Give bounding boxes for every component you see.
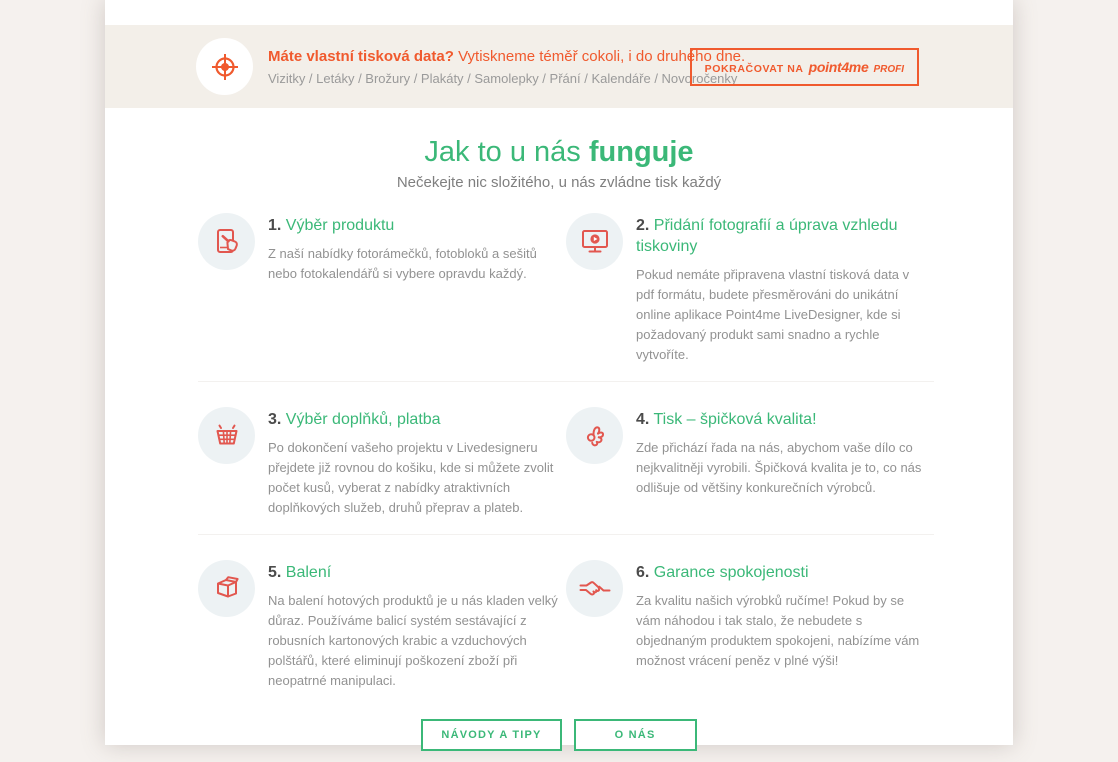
continue-point4me-profi-button[interactable] [690,48,919,86]
steps-row-1 [198,213,934,381]
step-3-name: Výběr doplňků, platba [285,411,441,428]
basket-icon [198,407,255,464]
handshake-icon-svg [578,573,612,605]
page-title [105,136,1013,168]
tablet-click-icon-svg [211,226,243,258]
banner-title [268,47,746,65]
step-5-number: 5. [268,564,282,581]
guides-tips-button[interactable]: NÁVODY A TIPY [421,719,561,751]
step-6-text [636,560,926,691]
point4me-logo-text: point4me [808,58,869,75]
step-1-name: Výběr produktu [285,217,395,234]
step-3-title [268,409,558,430]
step-6 [566,560,934,691]
box-icon [198,560,255,617]
step-5 [198,560,566,691]
step-3-body: Po dokončení vašeho projektu v Livedesigneru přejdete již rovnou do košiku, kde si můžete zvolit počet kusů, vyberat z nabídky atraktivních doplňkových služeb, druhů přeprav a plateb. [268,440,554,515]
step-1-title [268,215,558,236]
step-3 [198,407,566,518]
step-1-number: 1. [268,217,282,234]
basket-icon-svg [211,420,243,452]
button-prefix-label: POKRAČOVAT NA [704,62,804,75]
ok-hand-icon [566,407,623,464]
target-icon-circle [196,38,253,95]
banner-text [268,47,746,86]
step-2-title [636,215,926,257]
page-title-regular: Jak to u nás [424,136,589,168]
step-6-number: 6. [636,564,650,581]
step-5-name: Balení [285,564,332,581]
profi-label: PROFI [873,63,904,75]
step-4-name: Tisk – špičková kvalita! [653,411,817,428]
step-4-text [636,407,926,518]
step-5-text [268,560,558,691]
step-2 [566,213,934,365]
promo-banner [105,25,1013,108]
handshake-icon [566,560,623,617]
step-6-name: Garance spokojenosti [653,564,809,581]
step-2-number: 2. [636,217,650,234]
box-icon-svg [211,573,243,605]
step-5-title [268,562,558,583]
tablet-click-icon [198,213,255,270]
cta-row [105,719,1013,751]
banner-title-rest: Vytiskneme téměř cokoli, i do druhého dne. [458,47,746,65]
step-2-text [636,213,926,365]
page-container [105,0,1013,745]
step-3-number: 3. [268,411,282,428]
steps-row-3 [198,534,934,707]
step-4-body: Zde přichází řada na nás, abychom vaše dílo co nejkvalitněji vyrobili. Špičková kvalita je to, co nás odlišuje od většiny konkurečních výrobců. [636,440,922,495]
step-1 [198,213,566,365]
step-6-title [636,562,926,583]
step-2-body: Pokud nemáte připravena vlastní tisková data v pdf formátu, budete přesměrováni do unikátní online aplikace Point4me LiveDesigner, kde si požadovaný produkt sami snadno a rychle vytvoříte. [636,267,910,362]
banner-title-bold: Máte vlastní tisková data? [268,47,454,65]
page-subtitle: Nečekejte nic složitého, u nás zvládne tisk každý [396,174,722,191]
target-icon [209,51,241,83]
step-5-body: Na balení hotových produktů je u nás kladen velký důraz. Používáme balicí systém sestávající z robusních kartonových krabic a vzduchových polštářů, které eliminují poškození zboží při neopatrné manipulaci. [268,593,558,688]
monitor-play-icon [566,213,623,270]
step-1-text [268,213,558,365]
step-2-name: Přidání fotografií a úprava vzhledu tiskoviny [636,217,898,255]
step-3-text [268,407,558,518]
step-4-number: 4. [636,411,650,428]
step-4-title [636,409,926,430]
steps-row-2 [198,381,934,534]
monitor-play-icon-svg [579,226,611,258]
top-white-strip [105,0,1013,25]
step-6-body: Za kvalitu našich výrobků ručíme! Pokud by se vám náhodou i tak stalo, že nebudete s objednaným produktem spokojeni, nabízíme vám možnost vrácení peněz v plné výši! [636,593,920,668]
how-it-works-section [105,108,1013,751]
step-4 [566,407,934,518]
ok-hand-icon-svg [579,420,611,452]
about-us-button[interactable]: O NÁS [574,719,697,751]
step-1-body: Z naší nabídky fotorámečků, fotobloků a sešitů nebo fotokalendářů si vybere opravdu každý. [268,246,537,281]
page-title-bold: funguje [588,136,694,168]
steps-grid [198,213,934,707]
banner-subtitle: Vizitky / Letáky / Brožury / Plakáty / Samolepky / Přání / Kalendáře / Novoročenky [268,70,738,86]
